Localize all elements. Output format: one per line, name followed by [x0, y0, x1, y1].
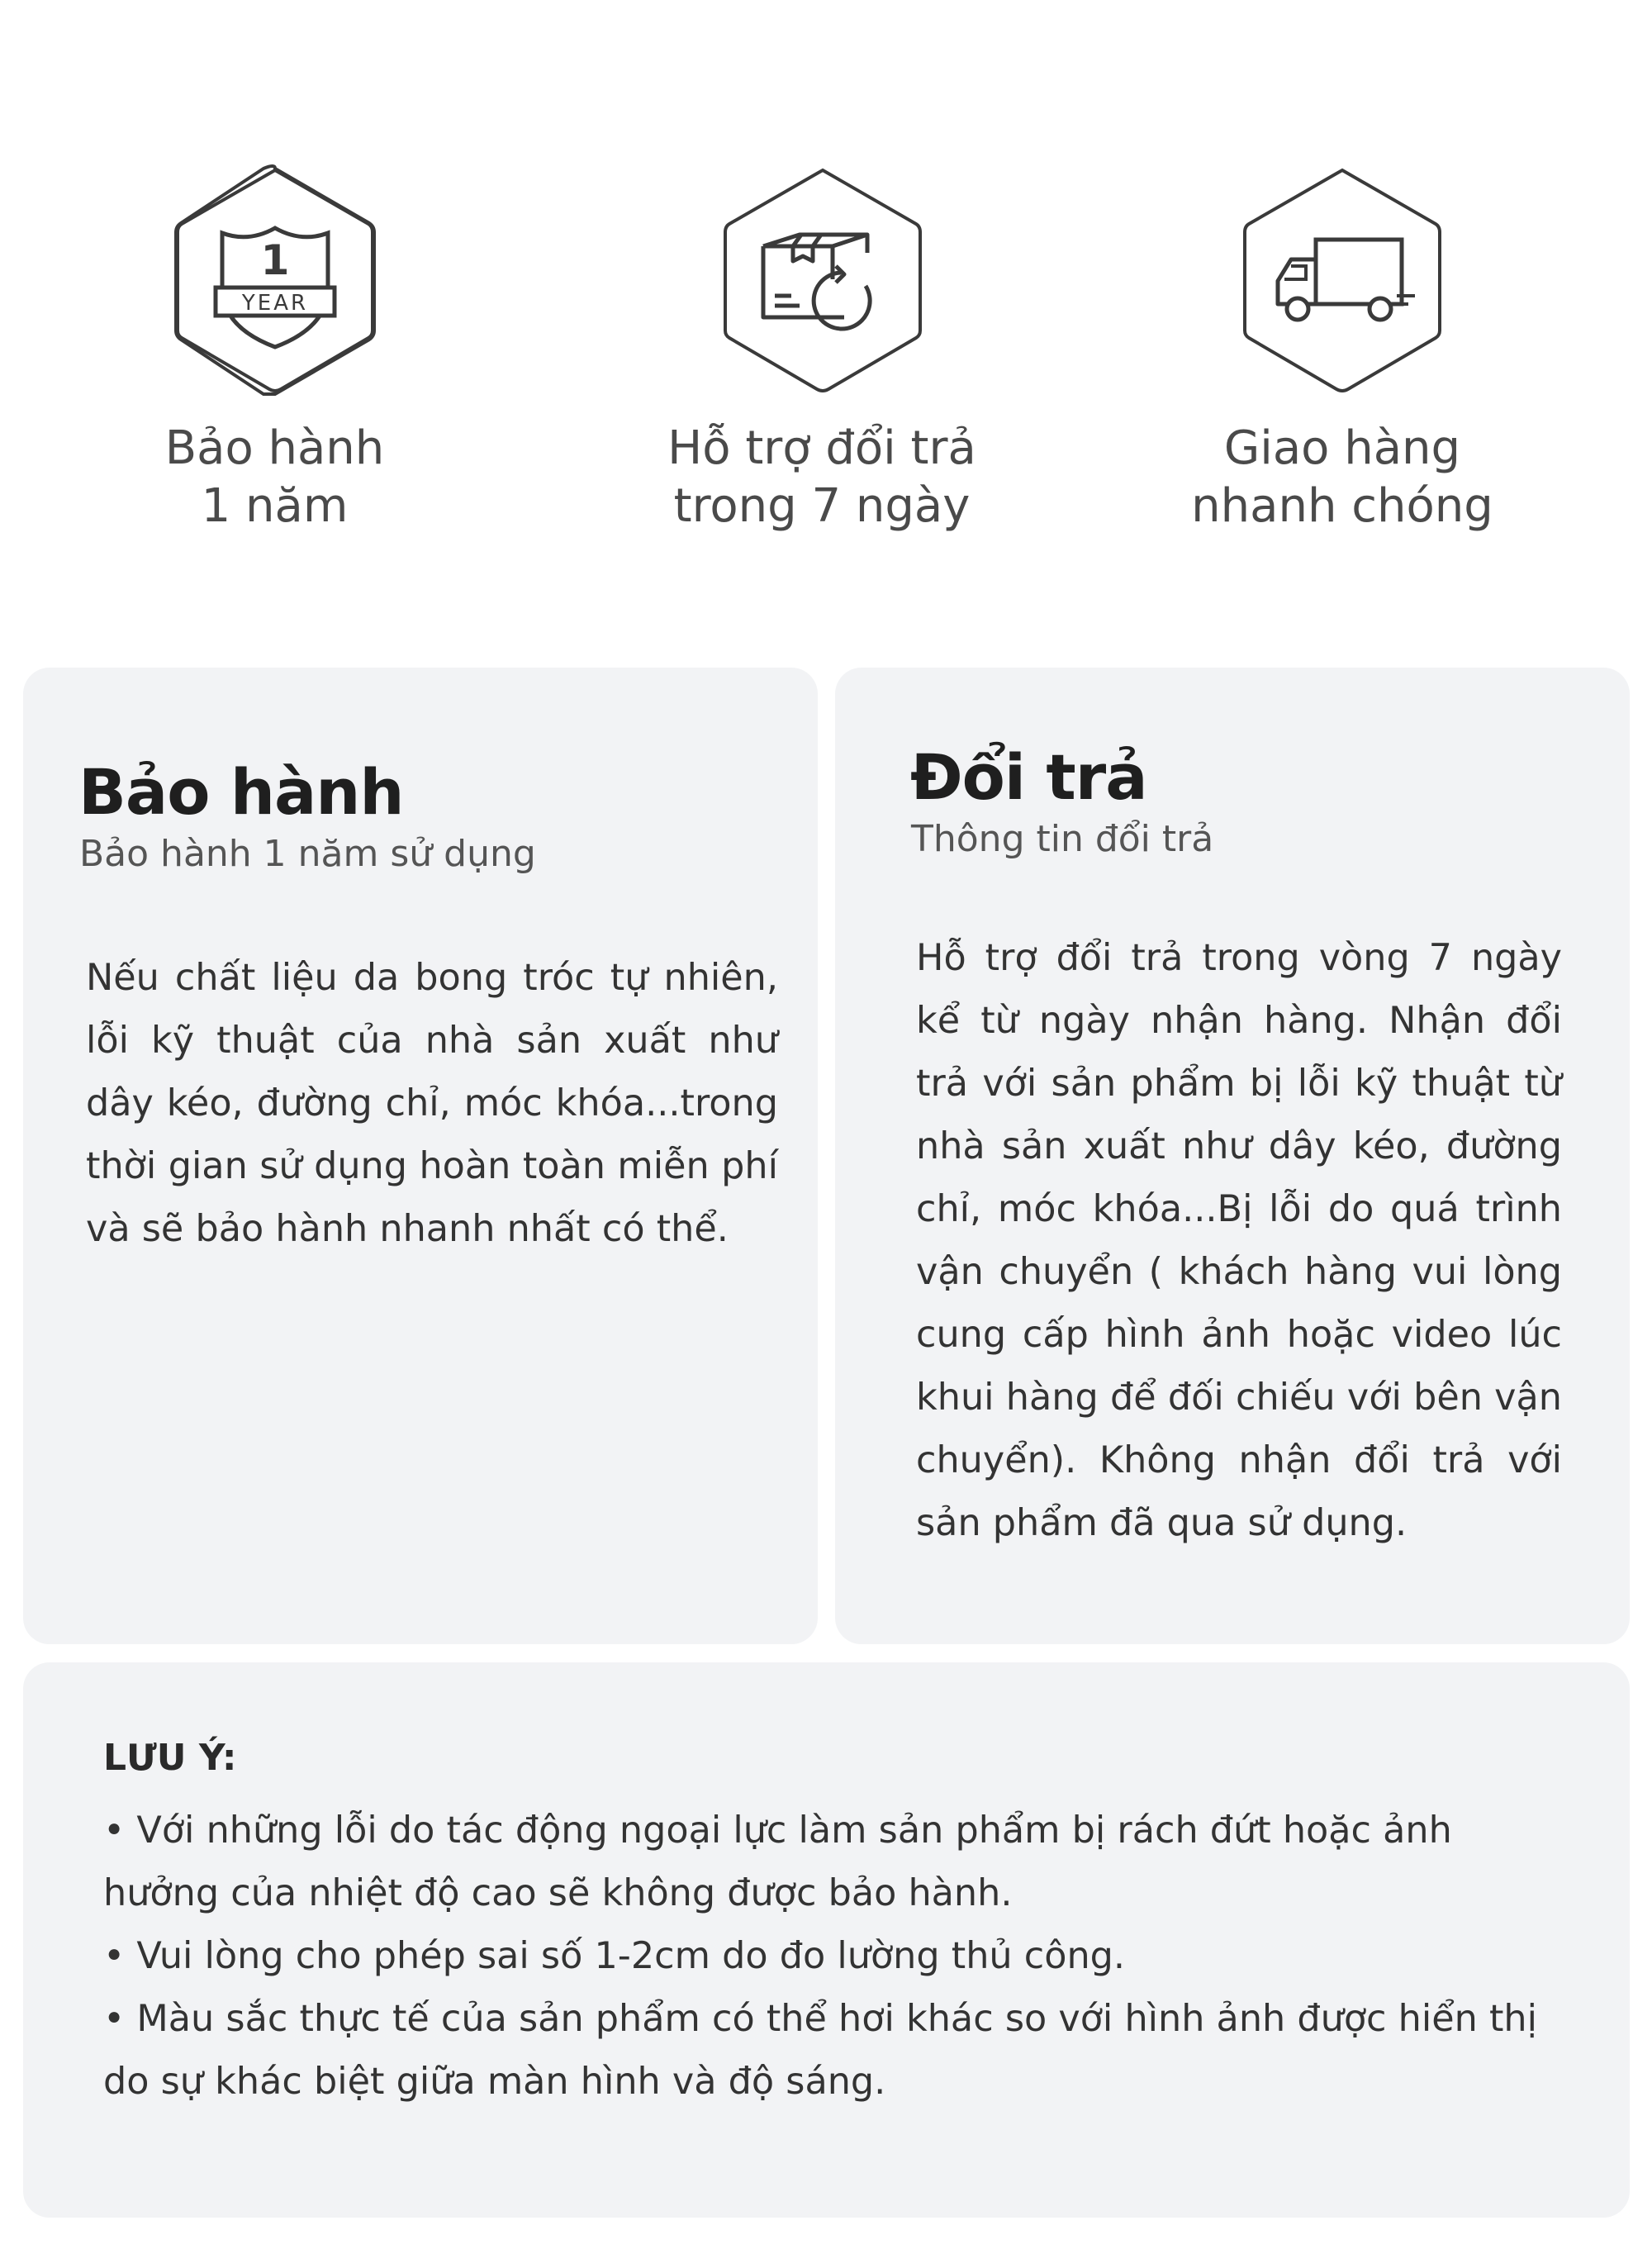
card-title: Đổi trả — [910, 740, 1147, 814]
feature-label-line1: Bảo hành — [164, 421, 385, 475]
card-subtitle: Thông tin đổi trả — [911, 818, 1214, 860]
hexagon-badge — [720, 164, 925, 399]
feature-label — [0, 420, 549, 535]
note-list — [103, 1800, 1549, 2113]
feature-label-line2: trong 7 ngày — [673, 479, 971, 533]
badge-text: YEAR — [241, 291, 309, 316]
feature-label-line2: nhanh chóng — [1191, 479, 1493, 533]
feature-label — [1053, 420, 1631, 535]
feature-label-line1: Giao hàng — [1223, 421, 1461, 475]
card-subtitle: Bảo hành 1 năm sử dụng — [79, 833, 536, 875]
box-return-icon — [720, 164, 925, 399]
warranty-shield-icon — [173, 164, 377, 399]
badge-number: 1 — [260, 236, 290, 284]
hexagon-badge — [1240, 164, 1445, 399]
feature-label-line2: 1 năm — [201, 479, 349, 533]
card-body: Nếu chất liệu da bong tróc tự nhiên, lỗi kỹ thuật của nhà sản xuất như dây kéo, đường chỉ, móc khóa...trong thời gian sử dụng hoàn toàn miễn phí và sẽ bảo hành nhanh nhất có thể. — [86, 957, 778, 1250]
note-item: • Với những lỗi do tác động ngoại lực làm sản phẩm bị rách đứt hoặc ảnh hưởng của nhiệt độ cao sẽ không được bảo hành. — [103, 1809, 1452, 1914]
hexagon-badge — [173, 164, 377, 399]
note-item: • Vui lòng cho phép sai số 1-2cm do đo lường thủ công. — [103, 1935, 1126, 1977]
card-title: Bảo hành — [78, 755, 404, 829]
delivery-truck-icon — [1240, 164, 1445, 399]
card-body: Hỗ trợ đổi trả trong vòng 7 ngày kể từ ngày nhận hàng. Nhận đổi trả với sản phẩm bị lỗi kỹ thuật từ nhà sản xuất như dây kéo, đường chỉ, móc khóa...Bị lỗi do quá trình vận chuyển ( khách hàng vui lòng cung cấp hình ảnh hoặc video lúc khui hàng để đối chiếu với bên vận chuyển). Không nhận đổi trả với sản phẩm đã qua sử dụng. — [916, 937, 1562, 1544]
warranty-card — [23, 668, 818, 1644]
feature-label — [533, 420, 1111, 535]
return-card — [835, 668, 1630, 1644]
feature-label-line1: Hỗ trợ đổi trả — [667, 421, 976, 475]
note-title: LƯU Ý: — [103, 1737, 237, 1779]
note-item: • Màu sắc thực tế của sản phẩm có thể hơi khác so với hình ảnh được hiển thị do sự khác biệt giữa màn hình và độ sáng. — [103, 1998, 1537, 2103]
